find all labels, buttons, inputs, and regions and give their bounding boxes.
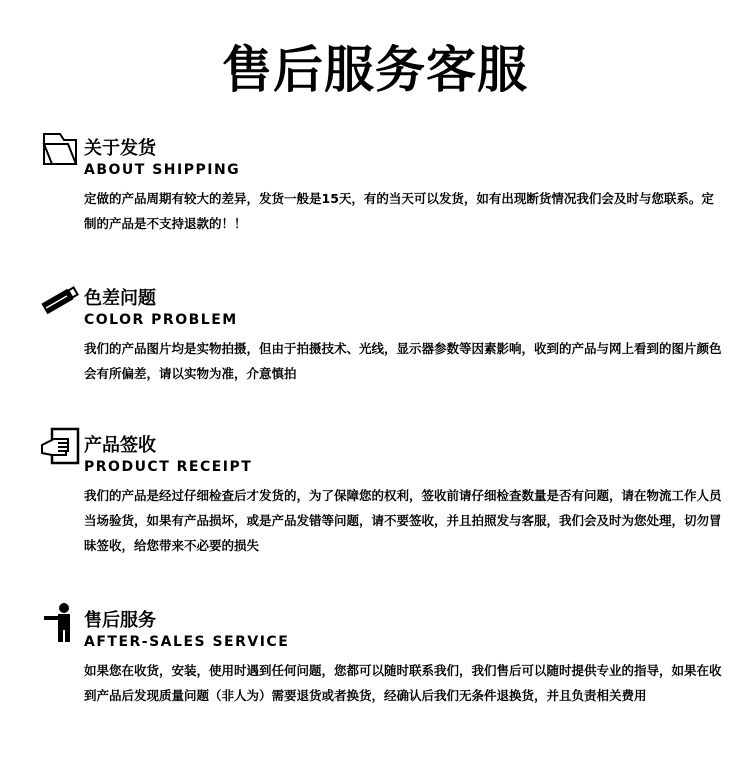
section-title: 产品签收 [84,435,156,456]
section-subtitle: ABOUT SHIPPING [84,162,241,178]
section-body: 我们的产品图片均是实物拍摄，但由于拍摄技术、光线，显示器参数等因素影响，收到的产品与网上看到的图片颜色会有所偏差，请以实物为准，介意慎拍 [84,341,722,381]
paint-tube-icon [38,278,82,322]
section-body: 我们的产品是经过仔细检查后才发货的，为了保障您的权利，签收前请仔细检查数量是否有问题，请在物流工作人员当场验货，如果有产品损坏，或是产品发错等问题，请不要签收，并且拍照发与客服，我们会及时为您处理，切勿冒昧签收，给您带来不必要的损失 [84,488,722,553]
section-body: 定做的产品周期有较大的差异，发货一般是15天，有的当天可以发货，如有出现断货情况我们会及时与您联系。定制的产品是不支持退款的！！ [84,191,714,231]
hand-receipt-icon [38,425,82,469]
section-body: 如果您在收货，安装，使用时遇到任何问题，您都可以随时联系我们，我们售后可以随时提供专业的指导，如果在收到产品后发现质量问题（非人为）需要退货或者换货，经确认后我们无条件退换货，并且负责相关费用 [84,663,722,703]
page-title: 售后服务客服 [222,41,528,99]
section-subtitle: PRODUCT RECEIPT [84,459,253,475]
section-title: 关于发货 [84,138,156,159]
folder-icon [38,128,82,172]
section-subtitle: COLOR PROBLEM [84,312,238,328]
person-icon [38,600,82,644]
section-subtitle: AFTER-SALES SERVICE [84,634,290,650]
section-title: 售后服务 [84,610,156,631]
section-title: 色差问题 [84,288,156,309]
